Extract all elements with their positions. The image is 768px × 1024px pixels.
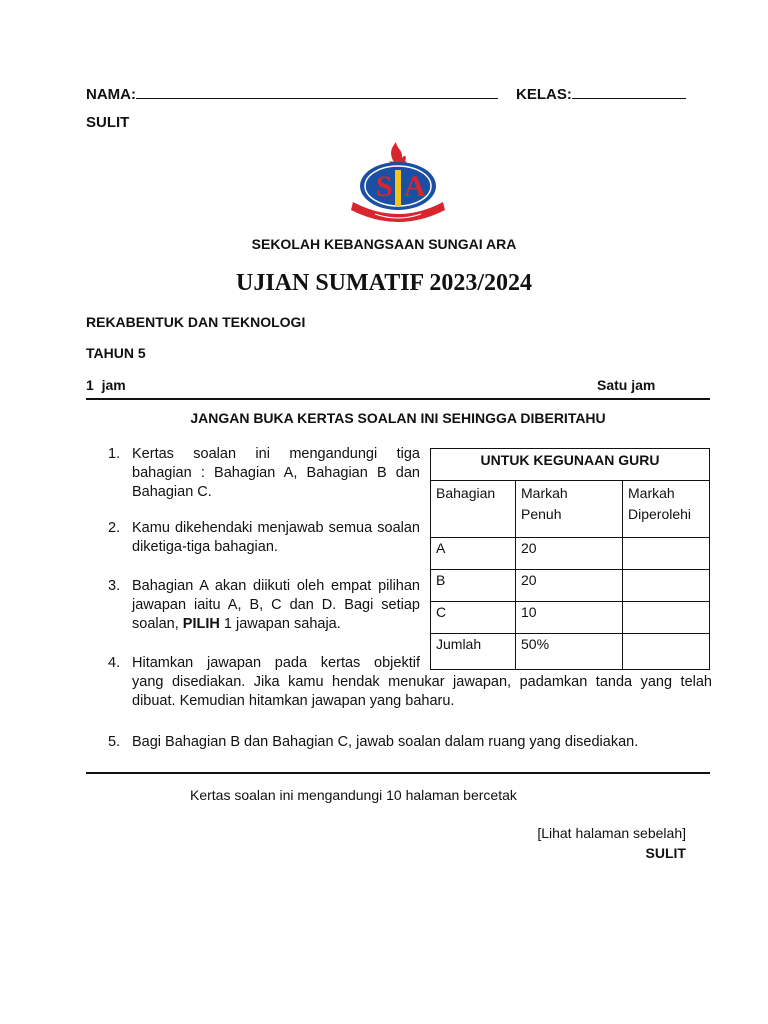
table-row	[431, 634, 710, 670]
row-bahagian: Jumlah	[431, 634, 516, 670]
duration-left: 1 jam	[86, 377, 126, 393]
teacher-table-title: UNTUK KEGUNAAN GURU	[431, 449, 710, 481]
instruction-1-text: Kertas soalan ini mengandungi tiga bahagian : Bahagian A, Bahagian B dan Bahagian C.	[132, 446, 420, 500]
instruction-3-text-b: 1 jawapan sahaja.	[219, 616, 341, 632]
instruction-3-number: 3.	[108, 578, 121, 594]
row-markah-penuh: 50%	[516, 634, 623, 670]
exam-subject: REKABENTUK DAN TEKNOLOGI	[86, 314, 306, 330]
exam-year: TAHUN 5	[86, 345, 146, 361]
instruction-4-number: 4.	[108, 655, 121, 671]
teacher-marks-table	[430, 448, 710, 670]
warning-text: JANGAN BUKA KERTAS SOALAN INI SEHINGGA DIBERITAHU	[190, 410, 606, 426]
table-row	[431, 570, 710, 602]
table-row	[431, 602, 710, 634]
col-markah-diperolehi-header	[623, 481, 710, 538]
instruction-4-rest: yang disediakan. Jika kamu hendak menukar jawapan, padamkan tanda yang telah dibuat. Kemudian hitamkan jawapan yang baharu.	[132, 674, 712, 709]
school-logo	[345, 140, 451, 224]
instruction-2	[108, 519, 420, 559]
svg-text:A: A	[404, 170, 426, 203]
row-bahagian: B	[431, 570, 516, 602]
duration-right: Satu jam	[597, 377, 656, 393]
col-markah-diperolehi-line2: Diperolehi	[628, 506, 692, 522]
nama-label: NAMA:	[86, 86, 136, 103]
instruction-2-number: 2.	[108, 520, 121, 536]
svg-text:S: S	[376, 170, 393, 203]
row-markah-penuh: 10	[516, 602, 623, 634]
divider-top	[86, 398, 710, 400]
kelas-field[interactable]	[516, 82, 686, 103]
school-logo-graphic	[345, 140, 451, 224]
school-name: SEKOLAH KEBANGSAAN SUNGAI ARA	[251, 236, 517, 252]
nama-field[interactable]	[86, 82, 498, 103]
instruction-3-emphasis: PILIH	[182, 616, 220, 632]
row-markah-penuh: 20	[516, 538, 623, 570]
instruction-5-text: Bagi Bahagian B dan Bahagian C, jawab soalan dalam ruang yang disediakan.	[132, 734, 639, 750]
kelas-blank[interactable]	[572, 82, 686, 99]
exam-title: UJIAN SUMATIF 2023/2024	[235, 270, 532, 296]
row-markah-penuh: 20	[516, 570, 623, 602]
col-bahagian-header: Bahagian	[431, 481, 516, 538]
instruction-3-text	[132, 577, 420, 634]
row-markah-diperolehi[interactable]	[623, 634, 710, 670]
sulit-bottom: SULIT	[645, 845, 686, 861]
col-markah-penuh-header	[516, 481, 623, 538]
row-markah-diperolehi[interactable]	[623, 570, 710, 602]
col-markah-diperolehi-line1: Markah	[628, 485, 675, 501]
instruction-1-number: 1.	[108, 446, 121, 462]
instruction-4-line1: Hitamkan jawapan pada kertas objektif	[132, 655, 420, 671]
kelas-label: KELAS:	[516, 86, 572, 103]
row-bahagian: A	[431, 538, 516, 570]
nama-blank[interactable]	[136, 82, 498, 99]
instruction-5-number: 5.	[108, 734, 121, 750]
divider-bottom	[86, 772, 710, 774]
row-markah-diperolehi[interactable]	[623, 602, 710, 634]
instruction-3	[108, 577, 420, 637]
row-markah-diperolehi[interactable]	[623, 538, 710, 570]
sulit-top: SULIT	[86, 114, 130, 131]
pages-note: Kertas soalan ini mengandungi 10 halaman bercetak	[190, 787, 517, 803]
row-bahagian: C	[431, 602, 516, 634]
col-markah-penuh-line1: Markah	[521, 485, 568, 501]
next-page-note: [Lihat halaman sebelah]	[537, 825, 686, 841]
instruction-2-text: Kamu dikehendaki menjawab semua soalan diketiga-tiga bahagian.	[132, 520, 420, 555]
table-row	[431, 538, 710, 570]
col-markah-penuh-line2: Penuh	[521, 506, 562, 522]
instruction-3-text-a: Bahagian A akan diikuti oleh empat pilihan jawapan iaitu A, B, C dan D. Bagi setiap soalan,	[132, 578, 420, 632]
instruction-5	[108, 733, 712, 753]
instruction-1	[108, 445, 420, 505]
